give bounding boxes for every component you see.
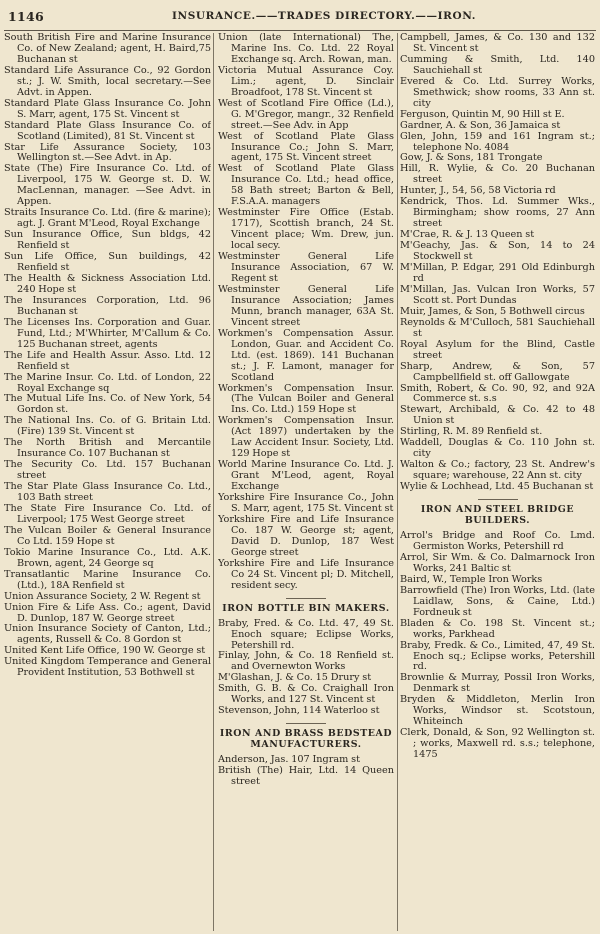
directory-entry: Star Life Assurance Society, 103 Wellington st.—See Advt. in Ap.	[4, 141, 211, 164]
directory-entry: The Marine Insur. Co. Ltd. of London, 22 Royal Exchange sq	[4, 371, 211, 394]
column-divider-2	[397, 33, 398, 931]
directory-entry: Campbell, James, & Co. 130 and 132 St. Vincent st	[400, 33, 595, 54]
directory-entry: Workmen's Compensation Assur. London, Guar. and Accident Co. Ltd. (est. 1869). 141 Buchanan st.; J. F. Lamont, manager for Scotland	[218, 327, 394, 383]
directory-entry: Barrowfield (The) Iron Works, Ltd. (late Laidlaw, Sons, & Caine, Ltd.) Fordneuk st	[400, 584, 595, 618]
section-rule	[286, 723, 326, 724]
section-heading-text: IRON AND STEEL BRIDGE BUILDERS.	[420, 504, 575, 527]
directory-entry: State (The) Fire Insurance Co. Ltd. of Liverpool, 175 W. George st. D. W. MacLennan, manager. —See Advt. in Appen.	[4, 163, 211, 208]
directory-entry: The Insurances Corporation, Ltd. 96 Buchanan st	[4, 294, 211, 317]
directory-entry: Royal Asylum for the Blind, Castle street	[400, 338, 595, 361]
directory-entry: Waddell, Douglas & Co. 110 John st. city	[400, 437, 595, 460]
directory-entry: Muir, James, & Son, 5 Bothwell circus	[400, 305, 585, 317]
directory-entry: Standard Plate Glass Insurance Co. of Scotland (Limited), 81 St. Vincent st	[4, 119, 211, 142]
section-heading	[400, 499, 595, 526]
directory-entry: The Vulcan Boiler & General Insurance Co Ltd. 159 Hope st	[4, 524, 211, 547]
directory-entry: Straits Insurance Co. Ltd. (fire & marine); agt. J. Grant M'Leod, Royal Exchange	[4, 207, 211, 230]
directory-entry: Hill, R. Wylie, & Co. 20 Buchanan street	[400, 163, 595, 186]
directory-entry: Baird, W., Temple Iron Works	[400, 573, 543, 585]
section-rule	[478, 499, 518, 500]
section-heading-text: IRON BOTTLE BIN MAKERS.	[222, 602, 390, 614]
directory-entry: M'Millan, P. Edgar, 291 Old Edinburgh rd	[400, 262, 595, 284]
directory-entry: Walton & Co.; factory, 23 St. Andrew's square; warehouse, 22 Ann st. city	[400, 459, 595, 482]
directory-entry: Westminster General Life Insurance Association, 67 W. Regent st	[218, 251, 394, 284]
directory-entry: Stewart, Archibald, & Co. 42 to 48 Union st	[400, 404, 595, 427]
directory-entry: The Security Co. Ltd. 157 Buchanan street	[4, 459, 211, 482]
directory-entry: The National Ins. Co. of G. Britain Ltd. (Fire) 139 St. Vincent st	[4, 415, 211, 438]
directory-entry: British (The) Hair, Ltd. 14 Queen street	[218, 765, 394, 788]
directory-entry: Arrol, Sir Wm. & Co. Dalmarnock Iron Works, 241 Baltic st	[400, 551, 595, 574]
directory-entry: Braby, Fredk. & Co., Limited, 47, 49 St. Enoch sq.; Eclipse works, Petershill rd.	[400, 639, 595, 673]
directory-entry: Bladen & Co. 198 St. Vincent st.; works, Parkhead	[400, 617, 595, 640]
directory-entry: The Health & Sickness Association Ltd. 240 Hope st	[4, 272, 211, 295]
directory-entry: Reynolds & M'Culloch, 581 Sauchiehall st	[400, 316, 595, 339]
section-heading	[218, 723, 394, 750]
directory-entry: Braby, Fred. & Co. Ltd. 47, 49 St. Enoch square; Eclipse Works, Petershill rd.	[218, 617, 394, 651]
directory-entry: Sun Insurance Office, Sun bldgs, 42 Renfield st	[4, 229, 211, 252]
directory-entry: Yorkshire Fire and Life Insurance Co 24 St. Vincent pl; D. Mitchell, resident secy.	[218, 557, 394, 591]
page-header	[0, 0, 600, 30]
directory-entry: Stevenson, John, 114 Waterloo st	[218, 705, 380, 717]
section-heading	[218, 598, 394, 614]
page-number: 1146	[8, 9, 44, 24]
directory-entry: The State Fire Insurance Co. Ltd. of Liverpool; 175 West George street	[4, 502, 211, 525]
directory-entry: M'Geachy, Jas. & Son, 14 to 24 Stockwell st	[400, 240, 595, 263]
directory-entry: Arrol's Bridge and Roof Co. Lmd. Germiston Works, Petershill rd	[400, 530, 595, 552]
column-2	[218, 33, 394, 930]
directory-entry: United Kent Life Office, 190 W. George st	[4, 645, 206, 657]
directory-entry: Hunter, J., 54, 56, 58 Victoria rd	[400, 185, 556, 197]
directory-entry: World Marine Insurance Co. Ltd. J. Grant M'Leod, agent, Royal Exchange	[218, 459, 394, 493]
directory-entry: Workmen's Compensation Insur. (The Vulcan Boiler and General Ins. Co. Ltd.) 159 Hope st	[218, 382, 394, 416]
directory-entry: Ferguson, Quintin M, 90 Hill st E.	[400, 108, 565, 120]
directory-entry: United Kingdom Temperance and General Provident Institution, 53 Bothwell st	[4, 656, 211, 679]
directory-entry: West of Scotland Fire Office (Ld.), G. M'Gregor, mangr., 32 Renfield street.—See Adv. in App	[218, 97, 394, 131]
directory-entry: Stirling, R. M. 89 Renfield st.	[400, 426, 543, 438]
directory-entry: Anderson, Jas. 107 Ingram st	[218, 754, 360, 766]
directory-entry: Transatlantic Marine Insurance Co. (Ltd.), 18A Renfield st	[4, 568, 211, 591]
directory-entry: Sharp, Andrew, & Son, 57 Campbellfield st. off Gallowgate	[400, 360, 595, 383]
directory-entry: The North British and Mercantile Insurance Co. 107 Buchanan st	[4, 437, 211, 460]
directory-entry: The Licenses Ins. Corporation and Guar. Fund, Ltd.; M'Whirter, M'Callum & Co. 125 Buchanan street, agents	[4, 316, 211, 350]
directory-entry: Westminster Fire Office (Estab. 1717), Scottish branch, 24 St. Vincent place; Wm. Drew, jun. local secy.	[218, 207, 394, 252]
directory-entry: Standard Life Assurance Co., 92 Gordon st.; J. W. Smith, local secretary.—See Advt. in Appen.	[4, 64, 211, 98]
directory-entry: Brownlie & Murray, Possil Iron Works, Denmark st	[400, 672, 595, 695]
directory-entry: Workmen's Compensation Insur. (Act 1897) undertaken by the Law Accident Insur. Society, Ltd. 129 Hope st	[218, 415, 394, 460]
directory-entry: Finlay, John, & Co. 18 Renfield st. and Overnewton Works	[218, 650, 394, 673]
directory-entry: Yorkshire Fire Insurance Co., John S. Marr, agent, 175 St. Vincent st	[218, 492, 394, 514]
directory-entry: Sun Life Office, Sun buildings, 42 Renfield st	[4, 251, 211, 274]
directory-entry: South British Fire and Marine Insurance Co. of New Zealand; agent, H. Baird,75 Buchanan st	[4, 33, 211, 65]
directory-entry: Evered & Co. Ltd. Surrey Works, Smethwick; show rooms, 33 Ann st. city	[400, 75, 595, 109]
directory-entry: Westminster General Life Insurance Association; James Munn, branch manager, 63A St. Vincent street	[218, 283, 394, 328]
directory-entry: Union (late International) The, Marine Ins. Co. Ltd. 22 Royal Exchange sq. Arch. Rowan, man.	[218, 33, 394, 65]
directory-entry: Gow, J. & Sons, 181 Trongate	[400, 152, 543, 164]
column-3	[400, 33, 595, 930]
directory-entry: West of Scotland Plate Glass Insurance Co. Ltd.; head office, 58 Bath street; Barton & Bell, F.S.A.A. managers	[218, 163, 394, 208]
directory-entry: Smith, Robert, & Co. 90, 92, and 92A Commerce st. s.s	[400, 382, 595, 405]
directory-entry: Gardner, A. & Son, 36 Jamaica st	[400, 119, 561, 131]
directory-entry: Tokio Marine Insurance Co., Ltd. A.K. Brown, agent, 24 George sq	[4, 546, 211, 569]
directory-entry: The Life and Health Assur. Asso. Ltd. 12 Renfield st	[4, 349, 211, 372]
column-1	[4, 33, 211, 930]
column-divider-1	[213, 33, 214, 931]
directory-entry: Cumming & Smith, Ltd. 140 Sauchiehall st	[400, 53, 595, 76]
section-rule	[286, 598, 326, 599]
directory-entry: M'Crae, R. & J. 13 Queen st	[400, 229, 535, 241]
directory-entry: Standard Plate Glass Insurance Co. John S. Marr, agent, 175 St. Vincent st	[4, 97, 211, 120]
directory-entry: The Mutual Life Ins. Co. of New York, 54 Gordon st.	[4, 393, 211, 416]
directory-entry: M'Glashan, J. & Co. 15 Drury st	[218, 672, 372, 684]
directory-entry: M'Millan, Jas. Vulcan Iron Works, 57 Scott st. Port Dundas	[400, 283, 595, 306]
directory-entry: Wylie & Lochhead, Ltd. 45 Buchanan st	[400, 481, 594, 493]
directory-entry: Smith, G. B. & Co. Craighall Iron Works, and 127 St. Vincent st	[218, 683, 394, 706]
directory-entry: Bryden & Middleton, Merlin Iron Works, Windsor st. Scotstoun, Whiteinch	[400, 694, 595, 728]
directory-entry: Union Insurance Society of Canton, Ltd.; agents, Russell & Co. 8 Gordon st	[4, 623, 211, 646]
directory-entry: Victoria Mutual Assurance Coy. Lim.; agent, D. Sinclair Broadfoot, 178 St. Vincent st	[218, 64, 394, 98]
section-heading-text: IRON AND BRASS BEDSTEAD MANUFACTURERS.	[219, 728, 393, 751]
directory-entry: Kendrick, Thos. Ld. Summer Wks., Birmingham; show rooms, 27 Ann street	[400, 196, 595, 230]
directory-entry: Union Assurance Society, 2 W. Regent st	[4, 590, 201, 602]
directory-entry: Clerk, Donald, & Son, 92 Wellington st. ; works, Maxwell rd. s.s.; telephone, 1475	[400, 727, 595, 761]
header-rule	[4, 30, 596, 31]
directory-entry: Union Fire & Life Ass. Co.; agent, David D. Dunlop, 187 W. George street	[4, 601, 211, 624]
directory-entry: The Star Plate Glass Insurance Co. Ltd., 103 Bath street	[4, 481, 211, 504]
directory-entry: Yorkshire Fire and Life Insurance Co. 187 W. George st; agent, David D. Dunlop, 187 West George street	[218, 513, 394, 558]
running-header: INSURANCE.——TRADES DIRECTORY.——IRON.	[172, 10, 476, 22]
directory-entry: West of Scotland Plate Glass Insurance Co.; John S. Marr, agent, 175 St. Vincent street	[218, 130, 394, 164]
directory-entry: Glen, John, 159 and 161 Ingram st.; telephone No. 4084	[400, 130, 595, 153]
